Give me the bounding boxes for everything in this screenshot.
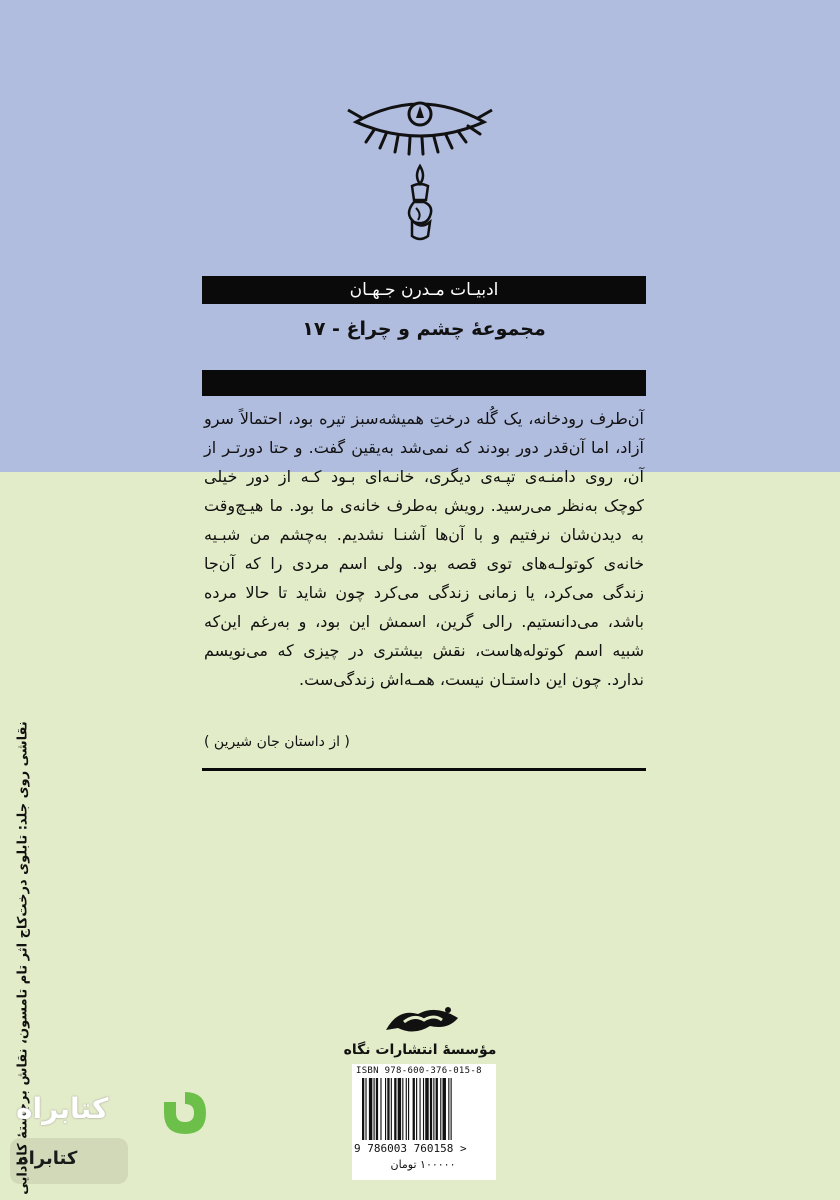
cover-credit xyxy=(6,721,40,1195)
barcode-stripe xyxy=(408,1078,409,1140)
collection-title: مجموعهٔ چشم و چراغ - ۱۷ xyxy=(302,318,546,340)
divider-bar xyxy=(202,370,646,396)
excerpt-bottom-rule xyxy=(202,768,646,771)
cover-credit-text: نقاشی روی جلد: تابلوی درخت‌کاج اثر تام تامسون، نقاش برجستهٔ کانادایی xyxy=(15,721,31,1195)
barcode-stripe xyxy=(443,1078,446,1140)
watermark-large-text: کتابراه xyxy=(16,1092,109,1125)
watermark-small xyxy=(10,1130,130,1190)
barcode-stripe xyxy=(420,1078,421,1140)
barcode-stripe xyxy=(380,1078,381,1140)
barcode-stripe xyxy=(374,1078,375,1140)
barcode-stripe xyxy=(402,1078,403,1140)
publisher-name: مؤسسهٔ انتشارات نگاه xyxy=(343,1042,497,1058)
barcode-stripe xyxy=(448,1078,449,1140)
barcode-stripe xyxy=(369,1078,372,1140)
barcode-stripe xyxy=(376,1078,378,1140)
isbn-text: ISBN 978-600-376-015-8 xyxy=(356,1066,482,1076)
barcode-stripe xyxy=(440,1078,441,1140)
barcode-stripe xyxy=(394,1078,396,1140)
price-label: ۱۰۰۰۰۰ تومان xyxy=(390,1158,456,1171)
eye-lamp-emblem-icon xyxy=(340,90,500,250)
barcode-stripe xyxy=(425,1078,428,1140)
barcode-stripe xyxy=(391,1078,392,1140)
barcode-stripe xyxy=(413,1078,415,1140)
barcode-stripe xyxy=(451,1078,452,1140)
ketabrah-logo-icon xyxy=(160,1088,210,1138)
series-title-bar: ادبیـات مـدرن جـهـان xyxy=(202,276,646,304)
barcode-stripe xyxy=(423,1078,424,1140)
ean-digits: 9 786003 760158 > xyxy=(354,1142,467,1155)
excerpt-source: ( از داستان جان شیرین ) xyxy=(204,734,350,750)
barcode-stripe xyxy=(385,1078,386,1140)
barcode-stripe xyxy=(387,1078,389,1140)
barcode-stripe xyxy=(406,1078,407,1140)
excerpt-text: آن‌طرف رودخانه، یک گُله درختِ همیشه‌سبز تیره بود، احتمالاً سرو آزاد، اما آن‌قدر دور بودند که نمی‌شد به‌یقین گفت. و حتا دورتـر از آن، روی دامنـه‌ی تپـه‌ی دیگری، خانـه‌ای بـود کـه از دور خیلی کوچک به‌نظر می‌رسید. رویش به‌طرف خانه‌ی ما بود. ما هیـچ‌وقت به دیدن‌شان نرفتیم و با آن‌ها آشنـا نشدیم. به‌چشم من شبـیه خانه‌ی کوتولـه‌های توی قصه بود. ولی اسم مردی را که آن‌جا زندگی می‌کرد، یا زمانی زندگی می‌کرد چون شاید تا حالا مرده باشد، می‌دانستیم. رالی گرین، اسمش این بود، و به‌رغم این‌که شبیه اسم کوتوله‌هاست، نقش بیشتری در چیزی که می‌نویسم ندارد. چون این داستـان نیست، همـه‌اش زندگی‌ست. xyxy=(204,409,644,689)
barcode-stripe xyxy=(398,1078,401,1140)
barcode-stripe xyxy=(362,1078,364,1140)
barcode-stripe xyxy=(416,1078,417,1140)
barcode-stripe xyxy=(436,1078,438,1140)
publisher-logo-icon xyxy=(378,1000,468,1040)
barcode-icon xyxy=(360,1078,490,1140)
barcode-stripe xyxy=(433,1078,434,1140)
watermark-small-text: کتابراه xyxy=(18,1148,78,1169)
barcode-stripe xyxy=(430,1078,432,1140)
barcode-stripe xyxy=(365,1078,366,1140)
